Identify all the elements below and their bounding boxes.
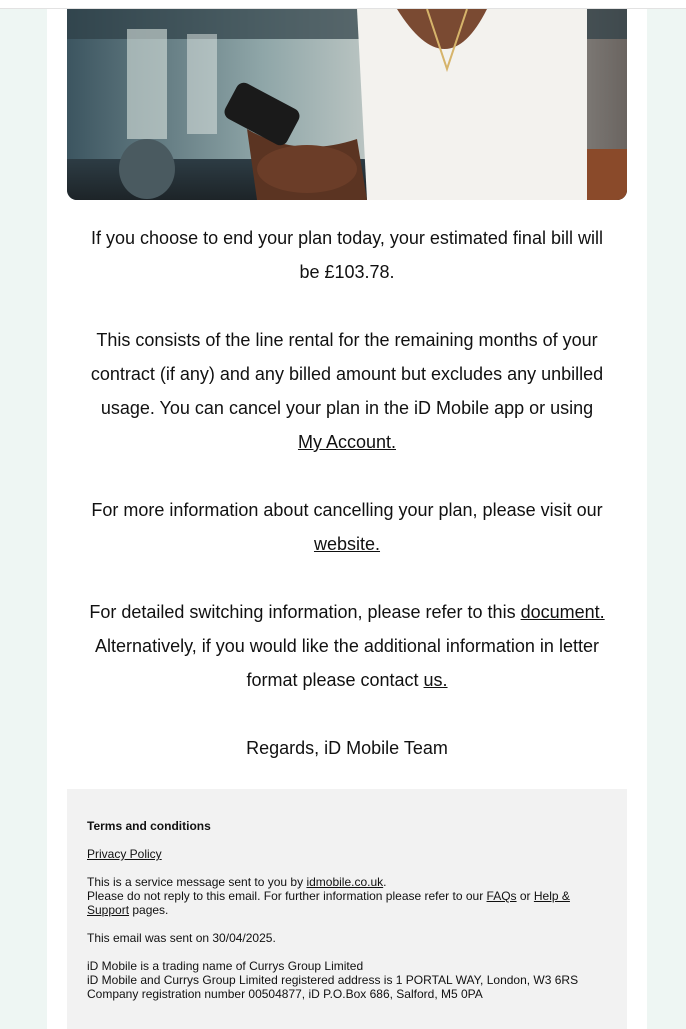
final-bill-paragraph: If you choose to end your plan today, your estimated final bill will be £103.78. bbox=[91, 228, 603, 282]
service-message: This is a service message sent to you by idmobile.co.uk. bbox=[87, 875, 387, 889]
contact-us-link[interactable]: us. bbox=[423, 670, 448, 690]
woman-holding-phone-photo bbox=[67, 9, 627, 200]
sent-date: This email was sent on 30/04/2025. bbox=[87, 931, 276, 945]
privacy-policy-link[interactable]: Privacy Policy bbox=[87, 847, 162, 861]
document-link[interactable]: document. bbox=[520, 602, 605, 622]
footer bbox=[67, 789, 627, 1029]
website-link[interactable]: website. bbox=[313, 534, 381, 554]
help-support-link[interactable]: Help & Support bbox=[87, 889, 570, 917]
hero-image bbox=[67, 9, 627, 200]
faqs-link[interactable]: FAQs bbox=[486, 889, 517, 903]
cancel-info-paragraph: For more information about cancelling your plan, please visit our website. bbox=[91, 500, 603, 554]
regards-signoff: Regards, iD Mobile Team bbox=[246, 738, 448, 758]
company-line-3: Company registration number 00504877, iD P.O.Box 686, Salford, M5 0PA bbox=[87, 987, 483, 1001]
company-line-1: iD Mobile is a trading name of Currys Group Limited bbox=[87, 959, 364, 973]
contract-paragraph: This consists of the line rental for the remaining months of your contract (if any) and any billed amount but excludes any unbilled usage. You can cancel your plan in the iD Mobile app or using My Account. bbox=[90, 330, 604, 452]
company-line-2: iD Mobile and Currys Group Limited registered address is 1 PORTAL WAY, London, W3 6RS bbox=[87, 973, 579, 987]
switching-paragraph: For detailed switching information, please refer to this document. Alternatively, if you would like the additional information in letter format please contact us. bbox=[89, 602, 605, 690]
top-bar bbox=[0, 0, 686, 9]
terms-title: Terms and conditions bbox=[87, 819, 211, 833]
no-reply-notice: Please do not reply to this email. For further information please refer to our FAQs or Help & Support pages. bbox=[87, 889, 570, 917]
my-account-link[interactable]: My Account. bbox=[297, 432, 397, 452]
idmobile-link[interactable]: idmobile.co.uk bbox=[306, 875, 384, 889]
message-body bbox=[87, 221, 607, 697]
email-card bbox=[47, 9, 647, 1029]
